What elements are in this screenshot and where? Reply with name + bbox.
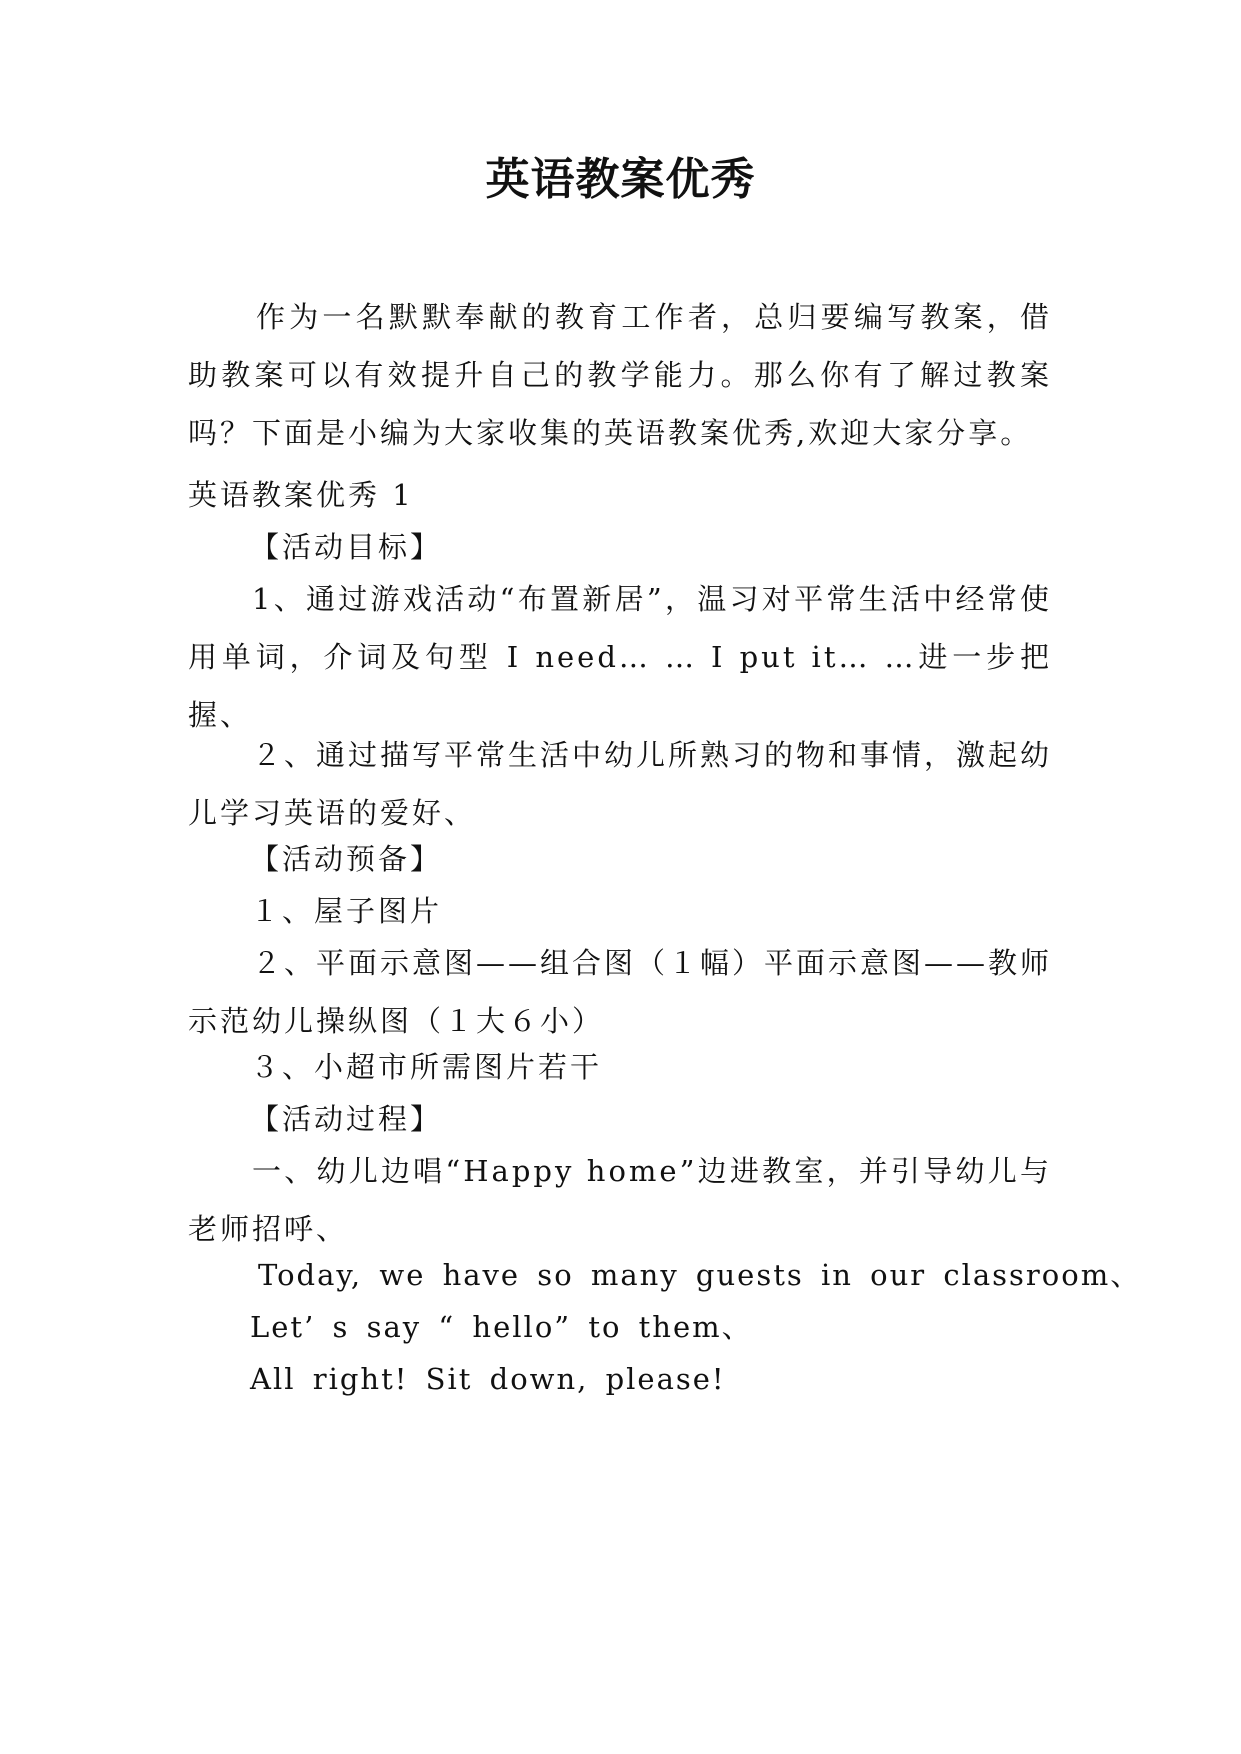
document-title: 英语教案优秀 <box>485 154 756 205</box>
prep-item-3: ３、小超市所需图片若干 <box>250 1050 603 1084</box>
english-line-2: Let’ s say “ hello” to them、 <box>250 1310 753 1344</box>
section-heading: 英语教案优秀 1 <box>188 478 414 512</box>
goal-item-1: 1、通过游戏活动“布置新居”，温习对平常生活中经常使用单词，介词及句型 I need… … I put it… …进一步把握、 <box>188 582 1052 732</box>
process-heading: 【活动过程】 <box>250 1102 443 1136</box>
goal-item-2: ２、通过描写平常生活中幼儿所熟习的物和事情，激起幼儿学习英语的爱好、 <box>188 738 1053 830</box>
prep-heading: 【活动预备】 <box>250 842 443 876</box>
process-item-1: 一、幼儿边唱“Happy home”边进教室，并引导幼儿与老师招呼、 <box>188 1154 1052 1246</box>
intro-paragraph: 作为一名默默奉献的教育工作者，总归要编写教案，借助教案可以有效提升自己的教学能力。那么你有了解过教案吗？下面是小编为大家收集的英语教案优秀,欢迎大家分享。 <box>188 300 1052 450</box>
prep-item-2: ２、平面示意图——组合图（１幅）平面示意图——教师示范幼儿操纵图（１大６小） <box>188 946 1053 1038</box>
english-line-3: All right! Sit down, please! <box>250 1362 726 1396</box>
english-line-1: Today, we have so many guests in our classroom、 <box>258 1258 1142 1292</box>
goal-heading: 【活动目标】 <box>250 530 443 564</box>
prep-item-1: １、屋子图片 <box>250 894 443 928</box>
